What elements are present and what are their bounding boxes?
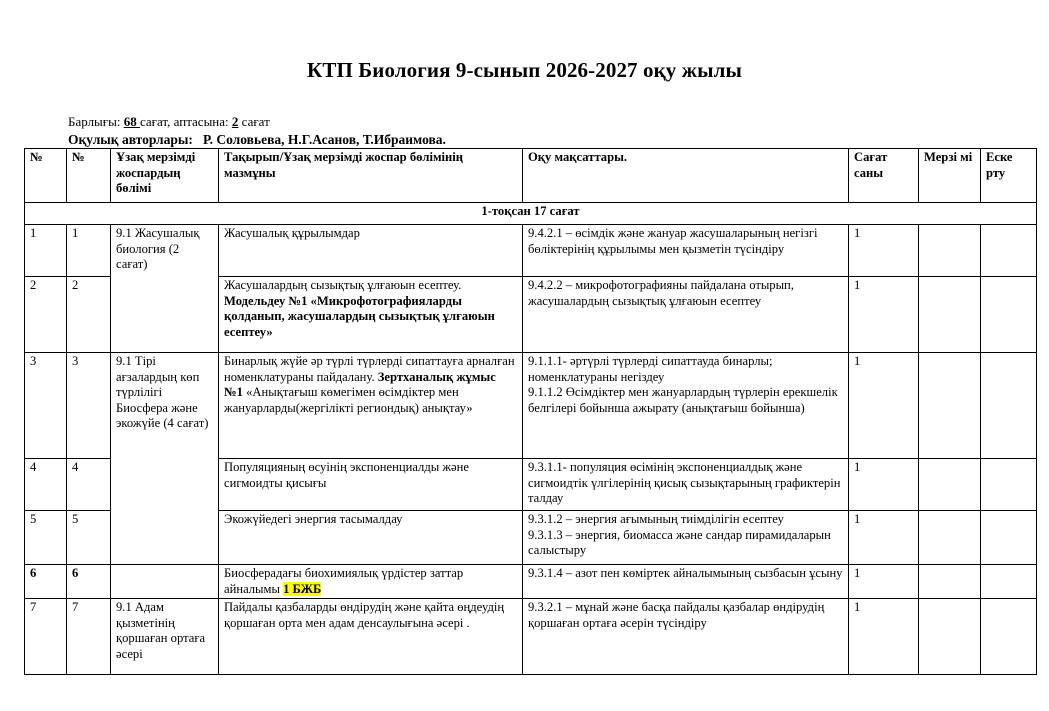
topic-cell	[219, 353, 523, 459]
date-cell	[919, 459, 981, 511]
note-cell	[981, 565, 1037, 599]
goal-line: 9.1.1.1- әртүрлі түрлерді сипаттауда бинарлы; номенклатураны негіздеу	[528, 354, 773, 384]
row-num: 7	[25, 599, 67, 675]
row-num: 4	[25, 459, 67, 511]
quarter-label: 1-тоқсан 17 сағат	[25, 203, 1037, 225]
date-cell	[919, 353, 981, 459]
row-num: 6	[67, 565, 111, 599]
authors: Р. Соловьева, Н.Г.Асанов, Т.Ибраимова.	[203, 132, 446, 147]
topic-cell	[219, 277, 523, 353]
row-num: 2	[67, 277, 111, 353]
row-num: 1	[25, 225, 67, 277]
goals-cell: 9.3.1.1- популяция өсімінің экспоненциалдық және сигмоидтік үлгілерінің қисық сызықтарының графиктерін талдау	[523, 459, 849, 511]
note-cell	[981, 353, 1037, 459]
assessment-badge: 1 БЖБ	[283, 581, 322, 596]
section-cell	[111, 565, 219, 599]
note-cell	[981, 511, 1037, 565]
row-num: 5	[67, 511, 111, 565]
date-cell	[919, 565, 981, 599]
goal-line: 9.3.1.3 – энергия, биомасса және сандар пирамидаларын салыстыру	[528, 527, 831, 557]
topic-cell: Жасушалық құрылымдар	[219, 225, 523, 277]
hours-unit: сағат, аптасына:	[139, 114, 229, 129]
weekly-unit: сағат	[241, 114, 270, 129]
hours-cell: 1	[849, 277, 919, 353]
header-hours: Сағат саны	[849, 149, 919, 203]
goals-cell	[523, 511, 849, 565]
table-row	[25, 565, 1037, 599]
goals-cell: 9.4.2.1 – өсімдік және жануар жасушаларының негізгі бөліктерінің құрылымы мен қызметін түсіндіру	[523, 225, 849, 277]
goals-cell: 9.4.2.2 – микрофотографияны пайдалана отырып, жасушалардың сызықтық ұлғаюын есептеу	[523, 277, 849, 353]
document-title: КТП Биология 9-сынып 2026-2027 оқу жылы	[307, 58, 742, 82]
table-row	[25, 225, 1037, 277]
hours-cell: 1	[849, 599, 919, 675]
header-note: Еске рту	[981, 149, 1037, 203]
row-num: 2	[25, 277, 67, 353]
note-cell	[981, 599, 1037, 675]
note-cell	[981, 225, 1037, 277]
hours-cell: 1	[849, 225, 919, 277]
goals-cell	[523, 353, 849, 459]
row-num: 7	[67, 599, 111, 675]
hours-cell: 1	[849, 459, 919, 511]
row-num: 4	[67, 459, 111, 511]
topic-text: Жасушалардың сызықтық ұлғаюын есептеу.	[224, 278, 462, 292]
note-cell	[981, 277, 1037, 353]
row-num: 6	[25, 565, 67, 599]
plan-table	[24, 148, 1037, 675]
topic-cell	[219, 565, 523, 599]
date-cell	[919, 277, 981, 353]
date-cell	[919, 511, 981, 565]
topic-cell: Экожүйедегі энергия тасымалдау	[219, 511, 523, 565]
header-section: Ұзақ мерзімді жоспардың бөлімі	[111, 149, 219, 203]
hours-cell: 1	[849, 353, 919, 459]
total-hours: 68	[123, 114, 140, 129]
section-cell: 9.1 Тірі ағзалардың көп түрлілігі Биосфера және экожүйе (4 сағат)	[111, 353, 219, 565]
section-cell: 9.1 Жасушалық биология (2 сағат)	[111, 225, 219, 353]
authors-info	[68, 132, 446, 148]
topic-text: Бинарлық жүйе әр түрлі түрлерді сипаттауға арналған номенклатураны пайдалану.	[224, 354, 515, 384]
authors-label: Оқулық авторлары:	[68, 132, 193, 147]
header-topic: Тақырып/Ұзақ мерзімді жоспар бөлімінің мазмұны	[219, 149, 523, 203]
hours-cell: 1	[849, 511, 919, 565]
hours-cell: 1	[849, 565, 919, 599]
header-goals: Оқу мақсаттары.	[523, 149, 849, 203]
header-num1: №	[25, 149, 67, 203]
table-row	[25, 353, 1037, 459]
header-date: Мерзі мі	[919, 149, 981, 203]
topic-cell: Пайдалы қазбаларды өндірудің және қайта өңдеудің қоршаған орта мен адам денсаулығына әсері .	[219, 599, 523, 675]
header-num2: №	[67, 149, 111, 203]
topic-bold-text: Зертханалық жұмыс №1	[224, 369, 496, 399]
total-label: Барлығы:	[68, 114, 121, 129]
quarter-row	[25, 203, 1037, 225]
date-cell	[919, 225, 981, 277]
row-num: 3	[25, 353, 67, 459]
row-num: 3	[67, 353, 111, 459]
row-num: 5	[25, 511, 67, 565]
note-cell	[981, 459, 1037, 511]
date-cell	[919, 599, 981, 675]
goals-cell: 9.3.2.1 – мұнай және басқа пайдалы қазбалар өндірудің қоршаған ортаға әсерін түсіндіру	[523, 599, 849, 675]
topic-tail-text: «Анықтағыш көмегімен өсімдіктер мен жануарларды(жергілікті региондық) анықтау»	[224, 385, 473, 415]
table-row	[25, 599, 1037, 675]
topic-bold-text: Модельдеу №1 «Микрофотографияларды қолданып, жасушалардың сызықтық ұлғаюын есептеу»	[224, 293, 495, 339]
header-row	[25, 149, 1037, 203]
weekly-hours: 2	[231, 114, 239, 129]
goal-line: 9.3.1.2 – энергия ағымының тиімділігін есептеу	[528, 512, 784, 526]
hours-info	[68, 114, 270, 130]
topic-text: Биосферадағы биохимиялық үрдістер заттар айналымы	[224, 566, 464, 596]
goals-cell: 9.3.1.4 – азот пен көміртек айналымының сызбасын ұсыну	[523, 565, 849, 599]
section-cell: 9.1 Адам қызметінің қоршаған ортаға әсері	[111, 599, 219, 675]
row-num: 1	[67, 225, 111, 277]
goal-line: 9.1.1.2 Өсімдіктер мен жануарлардың түрлерін ерекшелік белгілері бойынша ажырату (анықтағыш бойынша)	[528, 385, 838, 415]
topic-cell: Популяцияның өсуінің экспоненциалды және сигмоидты қисығы	[219, 459, 523, 511]
